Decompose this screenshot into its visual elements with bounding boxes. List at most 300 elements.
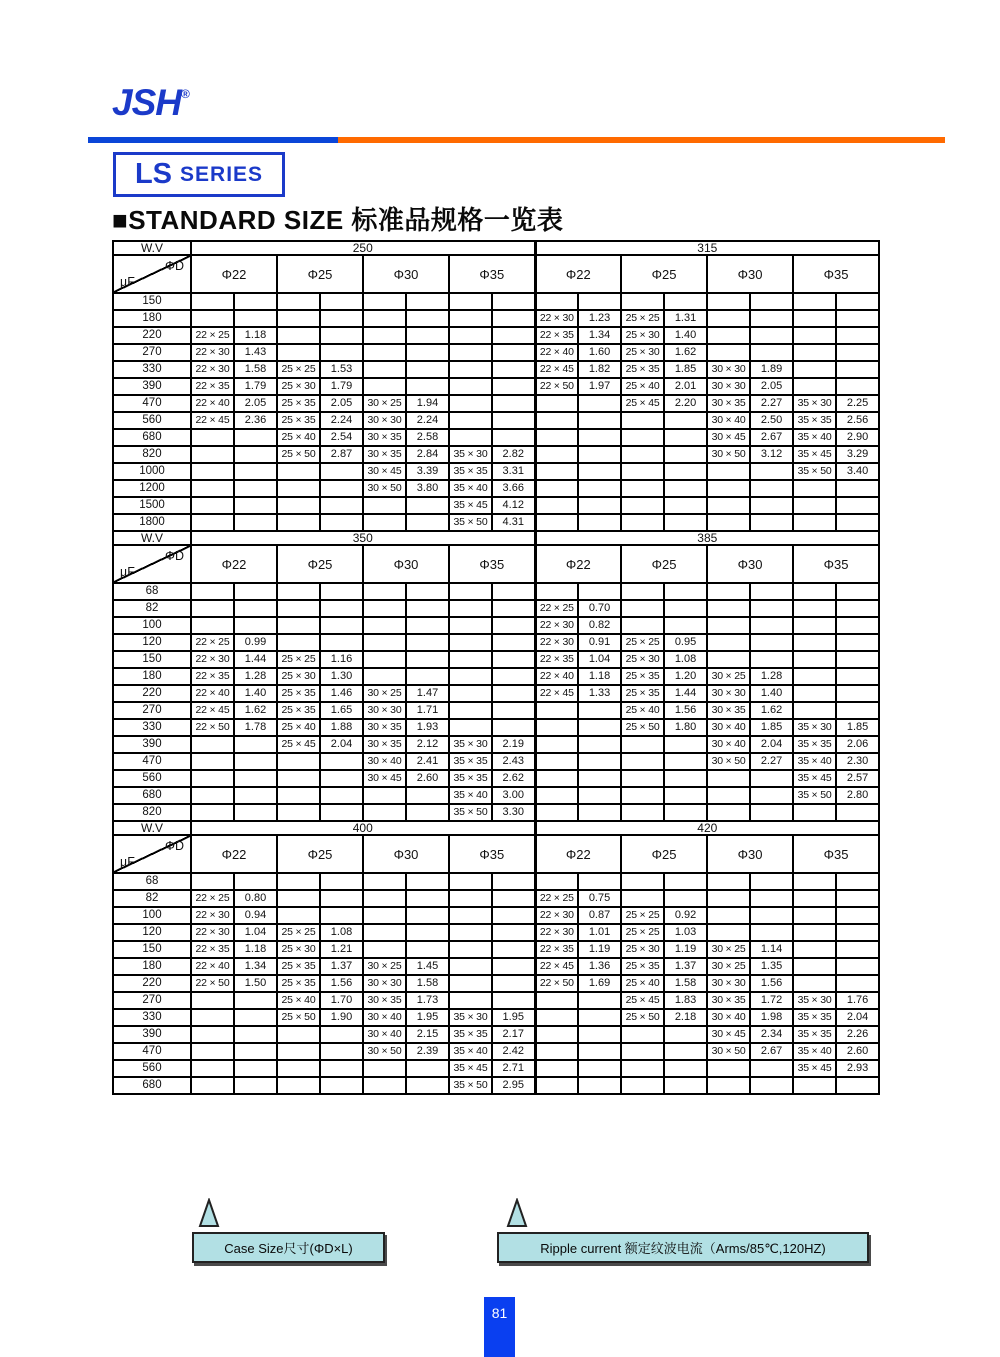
ripple-current-cell bbox=[578, 497, 621, 514]
ripple-current-cell bbox=[406, 1060, 449, 1077]
case-size-cell bbox=[535, 463, 578, 480]
case-size-cell bbox=[707, 600, 750, 617]
phi-d-label: ΦD bbox=[164, 839, 184, 853]
ripple-current-cell bbox=[320, 1077, 363, 1094]
table-row bbox=[113, 634, 879, 651]
case-size-cell bbox=[707, 480, 750, 497]
ripple-current-cell bbox=[836, 344, 879, 361]
case-size-cell: 25 × 40 bbox=[621, 378, 664, 395]
series-badge bbox=[113, 152, 285, 197]
ripple-current-cell: 1.69 bbox=[578, 975, 621, 992]
case-size-cell bbox=[707, 1077, 750, 1094]
case-size-cell bbox=[535, 787, 578, 804]
ripple-current-cell: 1.23 bbox=[578, 310, 621, 327]
case-size-cell: 22 × 40 bbox=[535, 344, 578, 361]
case-size-cell: 30 × 25 bbox=[363, 685, 406, 702]
ripple-current-cell bbox=[750, 480, 793, 497]
case-size-cell bbox=[191, 1026, 234, 1043]
case-size-cell: 25 × 45 bbox=[277, 736, 320, 753]
capacitance-cell: 1500 bbox=[113, 497, 191, 514]
case-size-cell: 30 × 50 bbox=[707, 753, 750, 770]
divider-blue-segment bbox=[88, 137, 338, 143]
case-size-cell: 35 × 50 bbox=[793, 787, 836, 804]
ripple-current-cell bbox=[750, 293, 793, 310]
case-size-cell: 25 × 35 bbox=[621, 958, 664, 975]
ripple-current-cell bbox=[320, 1026, 363, 1043]
ripple-current-cell bbox=[234, 497, 277, 514]
ripple-current-cell bbox=[406, 378, 449, 395]
capacitance-cell: 120 bbox=[113, 924, 191, 941]
ripple-current-cell bbox=[578, 736, 621, 753]
ripple-current-cell: 1.37 bbox=[664, 958, 707, 975]
table-row bbox=[113, 804, 879, 821]
case-size-cell bbox=[277, 514, 320, 531]
case-size-cell: 25 × 35 bbox=[621, 685, 664, 702]
ripple-current-cell: 2.58 bbox=[406, 429, 449, 446]
ripple-current-cell: 1.95 bbox=[406, 1009, 449, 1026]
ripple-current-cell: 1.47 bbox=[406, 685, 449, 702]
phi-column-header: Φ30 bbox=[707, 255, 793, 293]
case-size-cell: 35 × 30 bbox=[793, 992, 836, 1009]
ripple-current-cell bbox=[492, 344, 535, 361]
spec-table bbox=[112, 240, 880, 1095]
case-size-cell: 30 × 50 bbox=[707, 446, 750, 463]
ripple-current-cell: 2.06 bbox=[836, 736, 879, 753]
case-size-cell bbox=[793, 583, 836, 600]
ripple-current-cell: 2.18 bbox=[664, 1009, 707, 1026]
ripple-current-cell: 1.19 bbox=[578, 941, 621, 958]
case-size-cell: 22 × 30 bbox=[535, 310, 578, 327]
ripple-current-cell: 2.56 bbox=[836, 412, 879, 429]
ripple-current-cell: 3.12 bbox=[750, 446, 793, 463]
ripple-current-cell: 1.40 bbox=[750, 685, 793, 702]
case-size-cell bbox=[621, 804, 664, 821]
table-row bbox=[113, 1060, 879, 1077]
case-size-cell bbox=[449, 310, 492, 327]
case-size-cell bbox=[277, 1043, 320, 1060]
ripple-current-cell bbox=[836, 1077, 879, 1094]
case-size-cell bbox=[793, 651, 836, 668]
ripple-current-cell: 0.94 bbox=[234, 907, 277, 924]
case-size-cell bbox=[277, 804, 320, 821]
table-row bbox=[113, 463, 879, 480]
case-size-cell bbox=[535, 804, 578, 821]
ripple-current-cell bbox=[492, 958, 535, 975]
ripple-current-cell: 2.19 bbox=[492, 736, 535, 753]
ripple-current-cell bbox=[836, 958, 879, 975]
case-size-cell: 35 × 35 bbox=[449, 770, 492, 787]
capacitance-cell: 68 bbox=[113, 873, 191, 890]
ripple-current-cell: 1.98 bbox=[750, 1009, 793, 1026]
case-size-cell bbox=[707, 310, 750, 327]
case-size-cell: 35 × 40 bbox=[793, 1043, 836, 1060]
case-size-cell: 22 × 45 bbox=[535, 685, 578, 702]
ripple-current-cell bbox=[836, 941, 879, 958]
ripple-current-cell: 2.36 bbox=[234, 412, 277, 429]
capacitance-cell: 330 bbox=[113, 1009, 191, 1026]
table-row bbox=[113, 497, 879, 514]
case-size-cell: 22 × 45 bbox=[191, 412, 234, 429]
case-size-cell bbox=[191, 753, 234, 770]
ripple-current-cell: 2.50 bbox=[750, 412, 793, 429]
ripple-current-cell bbox=[320, 617, 363, 634]
ripple-current-cell: 1.56 bbox=[664, 702, 707, 719]
ripple-current-cell bbox=[406, 514, 449, 531]
case-size-cell bbox=[535, 446, 578, 463]
ripple-current-cell: 0.87 bbox=[578, 907, 621, 924]
ripple-current-cell bbox=[664, 1077, 707, 1094]
ripple-current-cell: 0.82 bbox=[578, 617, 621, 634]
ripple-current-cell bbox=[836, 651, 879, 668]
case-size-cell: 30 × 30 bbox=[707, 378, 750, 395]
case-size-cell bbox=[535, 293, 578, 310]
case-size-cell: 30 × 35 bbox=[707, 702, 750, 719]
ripple-current-cell bbox=[406, 583, 449, 600]
ripple-current-cell: 1.76 bbox=[836, 992, 879, 1009]
ripple-current-cell bbox=[578, 1060, 621, 1077]
ripple-current-cell bbox=[492, 293, 535, 310]
capacitance-cell: 1000 bbox=[113, 463, 191, 480]
table-row bbox=[113, 941, 879, 958]
legend-case-size: Case Size尺寸(ΦD×L) bbox=[192, 1232, 385, 1263]
ripple-current-cell: 1.31 bbox=[664, 310, 707, 327]
voltage-value-cell: 420 bbox=[535, 821, 879, 835]
case-size-cell: 35 × 40 bbox=[449, 787, 492, 804]
case-size-cell bbox=[363, 378, 406, 395]
case-size-cell: 22 × 30 bbox=[535, 617, 578, 634]
capacitance-cell: 390 bbox=[113, 378, 191, 395]
ripple-current-cell bbox=[492, 975, 535, 992]
case-size-cell bbox=[621, 890, 664, 907]
working-voltage-row bbox=[113, 531, 879, 545]
ripple-current-cell: 2.62 bbox=[492, 770, 535, 787]
ripple-current-cell bbox=[234, 770, 277, 787]
ripple-current-cell: 1.30 bbox=[320, 668, 363, 685]
table-row bbox=[113, 651, 879, 668]
case-size-cell bbox=[535, 583, 578, 600]
ripple-current-cell bbox=[578, 514, 621, 531]
case-size-cell bbox=[277, 634, 320, 651]
ripple-current-cell: 1.50 bbox=[234, 975, 277, 992]
case-size-cell: 22 × 35 bbox=[535, 651, 578, 668]
case-size-cell bbox=[535, 412, 578, 429]
case-size-cell: 22 × 35 bbox=[191, 378, 234, 395]
phi-column-header: Φ22 bbox=[535, 545, 621, 583]
ripple-current-cell bbox=[234, 873, 277, 890]
case-size-cell bbox=[449, 668, 492, 685]
case-size-cell: 30 × 40 bbox=[363, 1026, 406, 1043]
ripple-current-cell bbox=[836, 907, 879, 924]
ripple-current-cell: 2.82 bbox=[492, 446, 535, 463]
ripple-current-cell bbox=[578, 873, 621, 890]
ripple-current-cell bbox=[320, 600, 363, 617]
table-row bbox=[113, 958, 879, 975]
case-size-cell bbox=[535, 1026, 578, 1043]
ripple-current-cell bbox=[406, 617, 449, 634]
ripple-current-cell bbox=[836, 378, 879, 395]
ripple-current-cell bbox=[320, 310, 363, 327]
case-size-cell: 35 × 40 bbox=[449, 480, 492, 497]
case-size-cell bbox=[363, 293, 406, 310]
case-size-cell bbox=[707, 514, 750, 531]
ripple-current-cell bbox=[750, 651, 793, 668]
ripple-current-cell bbox=[578, 395, 621, 412]
capacitance-cell: 270 bbox=[113, 992, 191, 1009]
capacitance-cell: 180 bbox=[113, 958, 191, 975]
ripple-current-cell bbox=[664, 480, 707, 497]
case-size-cell bbox=[535, 1009, 578, 1026]
case-size-cell bbox=[191, 1009, 234, 1026]
case-size-cell: 35 × 40 bbox=[449, 1043, 492, 1060]
case-size-cell: 25 × 30 bbox=[621, 327, 664, 344]
ripple-current-cell bbox=[578, 1026, 621, 1043]
ripple-current-cell: 2.05 bbox=[234, 395, 277, 412]
ripple-current-cell bbox=[320, 890, 363, 907]
case-size-cell bbox=[449, 327, 492, 344]
case-size-cell: 25 × 40 bbox=[277, 719, 320, 736]
case-size-cell: 25 × 25 bbox=[621, 907, 664, 924]
case-size-cell bbox=[449, 890, 492, 907]
ripple-current-cell bbox=[664, 617, 707, 634]
case-size-cell bbox=[621, 1077, 664, 1094]
case-size-cell bbox=[363, 310, 406, 327]
ripple-current-cell bbox=[234, 583, 277, 600]
table-row bbox=[113, 395, 879, 412]
case-size-marker-icon bbox=[198, 1198, 220, 1228]
capacitance-cell: 220 bbox=[113, 685, 191, 702]
case-size-cell: 35 × 50 bbox=[449, 804, 492, 821]
phi-column-header: Φ30 bbox=[707, 835, 793, 873]
ripple-current-cell bbox=[492, 924, 535, 941]
case-size-cell bbox=[449, 719, 492, 736]
ripple-current-cell: 2.84 bbox=[406, 446, 449, 463]
ripple-current-cell bbox=[836, 890, 879, 907]
capacitance-cell: 270 bbox=[113, 344, 191, 361]
case-size-cell bbox=[535, 429, 578, 446]
capacitance-cell: 150 bbox=[113, 293, 191, 310]
case-size-cell bbox=[621, 497, 664, 514]
case-size-cell: 25 × 30 bbox=[277, 378, 320, 395]
voltage-value-cell: 315 bbox=[535, 241, 879, 255]
case-size-cell: 30 × 35 bbox=[363, 446, 406, 463]
case-size-cell bbox=[191, 873, 234, 890]
ripple-current-cell bbox=[836, 617, 879, 634]
ripple-current-cell bbox=[406, 873, 449, 890]
case-size-cell: 30 × 40 bbox=[707, 719, 750, 736]
ripple-current-cell bbox=[406, 941, 449, 958]
ripple-current-cell bbox=[836, 634, 879, 651]
ripple-current-cell bbox=[664, 753, 707, 770]
case-size-cell: 35 × 30 bbox=[449, 1009, 492, 1026]
wv-label-cell: W.V bbox=[113, 241, 191, 255]
case-size-cell bbox=[191, 770, 234, 787]
case-size-cell bbox=[277, 770, 320, 787]
working-voltage-row bbox=[113, 241, 879, 255]
ripple-current-cell: 1.28 bbox=[750, 668, 793, 685]
case-size-cell bbox=[363, 1060, 406, 1077]
ripple-current-cell bbox=[492, 873, 535, 890]
case-size-cell bbox=[535, 992, 578, 1009]
case-size-cell bbox=[707, 327, 750, 344]
ripple-current-cell: 2.30 bbox=[836, 753, 879, 770]
ripple-current-cell: 1.89 bbox=[750, 361, 793, 378]
case-size-cell: 22 × 30 bbox=[535, 634, 578, 651]
case-size-cell: 22 × 30 bbox=[191, 361, 234, 378]
ripple-current-cell bbox=[492, 941, 535, 958]
ripple-current-cell: 1.83 bbox=[664, 992, 707, 1009]
ripple-current-cell: 1.19 bbox=[664, 941, 707, 958]
diameter-header-row bbox=[113, 545, 879, 583]
ripple-current-cell bbox=[406, 361, 449, 378]
case-size-cell: 35 × 30 bbox=[793, 395, 836, 412]
ripple-current-cell bbox=[578, 480, 621, 497]
case-size-cell: 30 × 35 bbox=[707, 992, 750, 1009]
ripple-current-cell: 1.82 bbox=[578, 361, 621, 378]
case-size-cell: 30 × 50 bbox=[363, 480, 406, 497]
case-size-cell bbox=[707, 583, 750, 600]
ripple-current-cell: 1.71 bbox=[406, 702, 449, 719]
case-size-cell bbox=[707, 634, 750, 651]
ripple-current-cell bbox=[492, 429, 535, 446]
ripple-current-cell: 1.78 bbox=[234, 719, 277, 736]
ripple-current-cell bbox=[664, 412, 707, 429]
ripple-current-cell: 2.95 bbox=[492, 1077, 535, 1094]
case-size-cell bbox=[621, 787, 664, 804]
table-row bbox=[113, 668, 879, 685]
ripple-current-cell: 2.20 bbox=[664, 395, 707, 412]
case-size-cell bbox=[363, 907, 406, 924]
ripple-current-cell bbox=[836, 293, 879, 310]
ripple-current-cell: 1.36 bbox=[578, 958, 621, 975]
table-row bbox=[113, 719, 879, 736]
ripple-current-cell bbox=[320, 907, 363, 924]
case-size-cell bbox=[363, 890, 406, 907]
ripple-current-cell: 1.40 bbox=[234, 685, 277, 702]
case-size-cell bbox=[707, 344, 750, 361]
ripple-current-cell: 1.53 bbox=[320, 361, 363, 378]
ripple-current-cell: 1.01 bbox=[578, 924, 621, 941]
ripple-current-cell bbox=[234, 804, 277, 821]
ripple-current-cell bbox=[406, 787, 449, 804]
case-size-cell: 35 × 30 bbox=[449, 736, 492, 753]
phi-column-header: Φ35 bbox=[793, 255, 879, 293]
ripple-current-cell bbox=[836, 514, 879, 531]
case-size-cell: 25 × 30 bbox=[621, 651, 664, 668]
ripple-current-cell bbox=[492, 583, 535, 600]
ripple-current-cell bbox=[750, 344, 793, 361]
ripple-current-cell bbox=[578, 293, 621, 310]
ripple-current-cell: 1.08 bbox=[320, 924, 363, 941]
ripple-current-cell bbox=[320, 463, 363, 480]
series-badge-ls: LS bbox=[134, 158, 173, 190]
case-size-cell bbox=[707, 1060, 750, 1077]
ripple-current-cell bbox=[836, 685, 879, 702]
case-size-cell bbox=[707, 651, 750, 668]
ripple-current-cell: 2.39 bbox=[406, 1043, 449, 1060]
ripple-current-cell: 2.71 bbox=[492, 1060, 535, 1077]
ripple-current-cell bbox=[320, 480, 363, 497]
case-size-cell bbox=[277, 890, 320, 907]
case-size-cell bbox=[535, 1060, 578, 1077]
case-size-cell: 25 × 25 bbox=[621, 924, 664, 941]
case-size-cell: 25 × 30 bbox=[621, 344, 664, 361]
case-size-cell: 35 × 35 bbox=[449, 753, 492, 770]
case-size-cell bbox=[621, 873, 664, 890]
case-size-cell bbox=[277, 600, 320, 617]
ripple-current-cell: 2.67 bbox=[750, 429, 793, 446]
ripple-current-cell bbox=[750, 310, 793, 327]
case-size-cell bbox=[449, 412, 492, 429]
phi-column-header: Φ22 bbox=[535, 835, 621, 873]
ripple-current-cell: 1.03 bbox=[664, 924, 707, 941]
case-size-cell bbox=[363, 924, 406, 941]
ripple-current-cell bbox=[406, 924, 449, 941]
ripple-current-cell: 2.04 bbox=[836, 1009, 879, 1026]
diagonal-header-cell bbox=[113, 835, 191, 873]
ripple-current-cell: 1.20 bbox=[664, 668, 707, 685]
case-size-cell: 30 × 30 bbox=[363, 975, 406, 992]
case-size-cell: 30 × 50 bbox=[707, 1043, 750, 1060]
ripple-current-cell bbox=[578, 702, 621, 719]
case-size-cell bbox=[277, 907, 320, 924]
case-size-cell: 30 × 40 bbox=[707, 736, 750, 753]
table-row bbox=[113, 361, 879, 378]
case-size-cell: 30 × 30 bbox=[363, 412, 406, 429]
capacitance-cell: 820 bbox=[113, 804, 191, 821]
ripple-current-cell: 1.43 bbox=[234, 344, 277, 361]
case-size-cell bbox=[191, 736, 234, 753]
ripple-current-cell bbox=[234, 753, 277, 770]
ripple-current-cell bbox=[406, 497, 449, 514]
case-size-cell bbox=[707, 804, 750, 821]
case-size-cell bbox=[707, 770, 750, 787]
case-size-cell: 25 × 50 bbox=[277, 1009, 320, 1026]
ripple-current-cell bbox=[320, 804, 363, 821]
case-size-cell bbox=[535, 719, 578, 736]
case-size-cell bbox=[535, 702, 578, 719]
wv-label-cell: W.V bbox=[113, 531, 191, 545]
phi-column-header: Φ30 bbox=[707, 545, 793, 583]
ripple-current-cell: 2.24 bbox=[320, 412, 363, 429]
case-size-cell bbox=[277, 463, 320, 480]
case-size-cell bbox=[707, 924, 750, 941]
ripple-current-cell bbox=[234, 1077, 277, 1094]
case-size-cell: 35 × 45 bbox=[449, 497, 492, 514]
ripple-current-cell: 2.90 bbox=[836, 429, 879, 446]
case-size-cell bbox=[191, 1060, 234, 1077]
case-size-cell bbox=[793, 634, 836, 651]
ripple-current-cell: 1.85 bbox=[664, 361, 707, 378]
case-size-cell bbox=[277, 497, 320, 514]
ripple-current-cell bbox=[836, 310, 879, 327]
ripple-current-cell bbox=[664, 890, 707, 907]
case-size-cell: 25 × 25 bbox=[277, 651, 320, 668]
table-row bbox=[113, 992, 879, 1009]
case-size-cell: 22 × 30 bbox=[535, 907, 578, 924]
ripple-current-cell bbox=[320, 873, 363, 890]
table-row bbox=[113, 1026, 879, 1043]
case-size-cell bbox=[449, 975, 492, 992]
table-row bbox=[113, 975, 879, 992]
case-size-cell bbox=[793, 514, 836, 531]
case-size-cell bbox=[449, 344, 492, 361]
capacitance-cell: 680 bbox=[113, 1077, 191, 1094]
case-size-cell bbox=[277, 787, 320, 804]
voltage-value-cell: 350 bbox=[191, 531, 535, 545]
ripple-current-cell: 4.31 bbox=[492, 514, 535, 531]
capacitance-cell: 180 bbox=[113, 310, 191, 327]
ripple-current-cell: 1.58 bbox=[406, 975, 449, 992]
